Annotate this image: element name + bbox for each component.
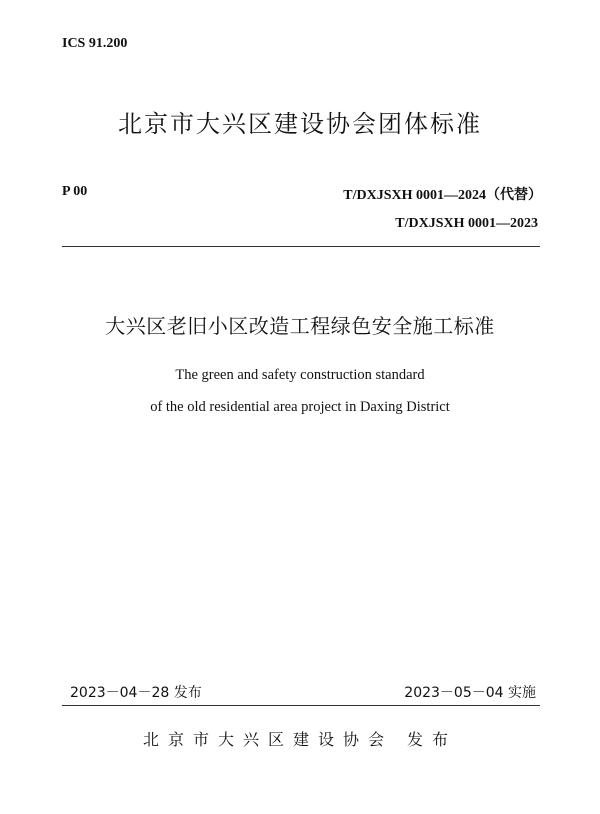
replaced-standard-number: T/DXJSXH 0001—2023 xyxy=(395,216,538,231)
effective-date: 2023－05－04 实施 xyxy=(404,685,536,701)
standard-number: T/DXJSXH 0001—2024（代替） xyxy=(343,188,542,203)
english-title-line-1: The green and safety construction standard xyxy=(175,367,425,383)
ics-code: ICS 91.200 xyxy=(62,36,128,51)
classification-code: P 00 xyxy=(62,184,88,199)
chinese-title: 大兴区老旧小区改造工程绿色安全施工标准 xyxy=(105,314,495,338)
organization-standard-title: 北京市大兴区建设协会团体标准 xyxy=(118,110,482,138)
english-title-line-2: of the old residential area project in Daxing District xyxy=(150,399,450,415)
top-divider xyxy=(62,246,540,247)
bottom-divider xyxy=(62,705,540,706)
publisher: 北京市大兴区建设协会 发布 xyxy=(142,730,458,749)
issue-date: 2023－04－28 发布 xyxy=(70,685,202,701)
